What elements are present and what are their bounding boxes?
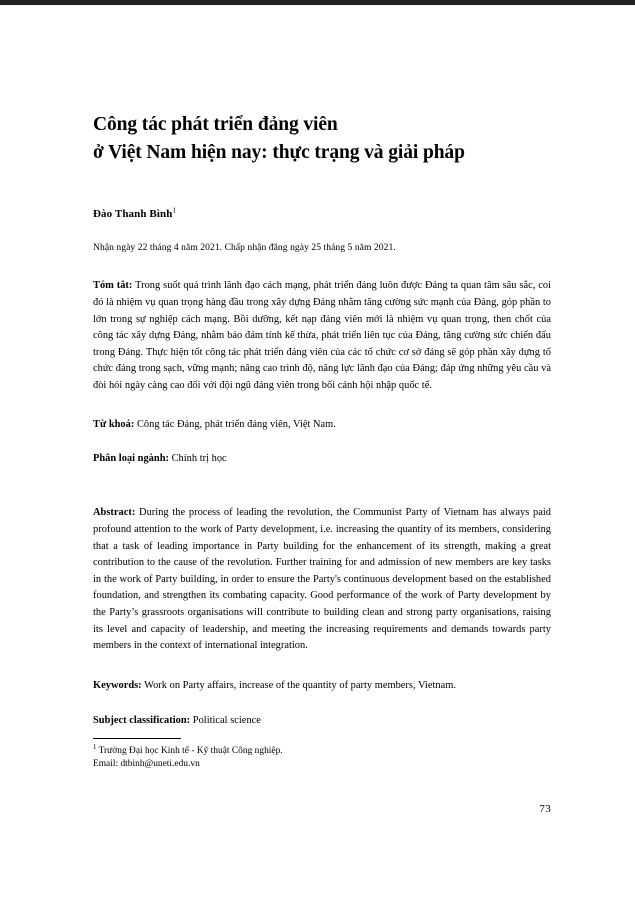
author-label: Đào Thanh Bình — [93, 208, 173, 221]
page-title-line-1: Công tác phát triển đảng viên — [93, 114, 338, 135]
footnote-separator-rule — [93, 738, 181, 739]
abstract-english-label: Abstract: — [93, 507, 136, 519]
received-accepted-line: Nhận ngày 22 tháng 4 năm 2021. Chấp nhận đăng ngày 25 tháng 5 năm 2021. — [93, 242, 396, 254]
keywords-english — [93, 655, 551, 694]
page-number: 73 — [539, 803, 551, 815]
abstract-vietnamese-label: Tóm tắt: — [93, 280, 133, 292]
page-title — [93, 5, 551, 166]
keywords-vietnamese-value: Công tác Đảng, phát triển đảng viên, Việt Nam. — [134, 418, 336, 430]
page-title-line-2: ở Việt Nam hiện nay: thực trạng và giải pháp — [93, 141, 465, 163]
document-page — [0, 5, 635, 902]
classification-english-value: Political science — [190, 715, 261, 727]
footnote-block — [93, 738, 551, 772]
classification-english-label: Subject classification: — [93, 715, 191, 727]
keywords-vietnamese-label: Từ khoá: — [93, 418, 135, 430]
footnote-email: Email: dtbinh@uneti.edu.vn — [93, 759, 200, 770]
classification-vietnamese-label: Phân loại ngành: — [93, 452, 169, 464]
footnote-affiliation — [93, 745, 551, 758]
abstract-vietnamese-body: Trong suốt quá trình lãnh đạo cách mạng, phát triển đảng luôn được Đảng ta quan tâm sâu sắc, coi đó là nhiệm vụ quan trọng hàng đầu trong xây dựng Đảng nhằm tăng cường sức mạnh của Đảng, góp phần to lớn trong sự nghiệp cách mạng. Bồi dưỡng, kết nạp đảng viên mới là nhiệm vụ quan trọng, then chốt của công tác xây dựng Đảng, nhằm bảo đảm tính kế thừa, phát triển liên tục của Đảng, tăng cường sức chiến đấu trong Đảng. Thực hiện tốt công tác phát triển đảng viên của các tổ chức cơ sở đảng sẽ góp phần xây dựng tổ chức đảng trong sạch, vững mạnh; nâng cao trình độ, năng lực lãnh đạo của Đảng; đáp ứng những yêu cầu và đòi hỏi ngày càng cao đối với đội ngũ đảng viên trong bối cảnh hội nhập quốc tế. — [93, 280, 551, 391]
page-content — [93, 5, 551, 730]
author-name — [93, 166, 551, 220]
author-footnote-marker: 1 — [172, 205, 177, 215]
abstract-english-body: During the process of leading the revolution, the Communist Party of Vietnam has always paid profound attention to the work of Party development, i.e. increasing the quantity of its members, considering that a task of leading importance in Party building for the enhancement of its strength, making a great contribution to the cause of the revolution. Further training for and admission of new members are key tasks in the work of Party building, in order to ensure the Party's continuous development based on the established foundation, and strengthen its combating capacity. Good performance of the work of Party development by the Party’s grassroots organisations will contribute to building clean and strong party organisations, raising its level and capacity of leadership, and meeting the increasing requirements and demands towards party members in the context of international integration. — [93, 507, 551, 652]
footnote-marker: 1 — [93, 743, 97, 751]
keywords-english-value: Work on Party affairs, increase of the quantity of party members, Vietnam. — [141, 679, 456, 691]
abstract-english — [93, 467, 551, 654]
classification-vietnamese-value: Chính trị học — [168, 452, 227, 464]
keywords-vietnamese — [93, 395, 551, 433]
keywords-english-label: Keywords: — [93, 679, 142, 691]
abstract-vietnamese — [93, 253, 551, 394]
classification-english — [93, 694, 551, 729]
footnote-affiliation-text: Trường Đại học Kinh tế - Kỹ thuật Công nghiệp. — [96, 746, 283, 756]
classification-vietnamese — [93, 433, 551, 467]
